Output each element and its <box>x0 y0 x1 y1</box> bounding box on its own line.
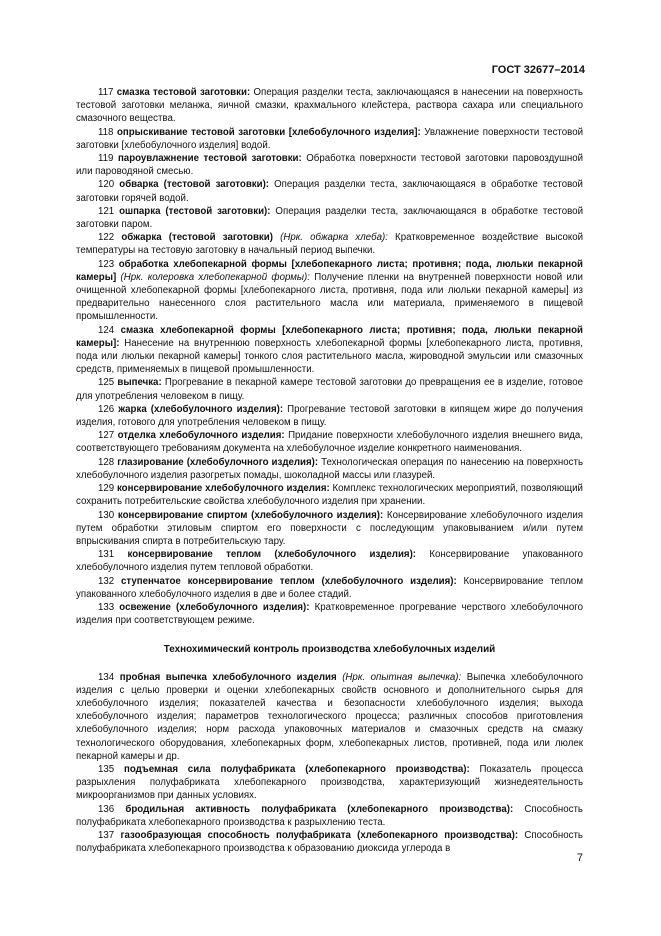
term-definition: Операция разделки теста, заключающаяся в обработке тестовой заготовки горячей водой. <box>76 179 583 204</box>
term-name: газообразующая способность полуфабриката (хлебопекарного производства): <box>120 829 519 841</box>
term-definition: Консервирование упакованного хлебобулочного изделия путем тепловой обработки. <box>76 549 583 574</box>
term-number: 124 <box>98 324 115 336</box>
term-number: 129 <box>98 483 115 495</box>
term-entry <box>76 178 583 204</box>
term-entry <box>76 803 583 829</box>
term-definition: Показатель процесса разрыхления полуфабриката хлебопекарного производства, характеризующий жизнедеятельность микроорганизмов при данных условиях. <box>76 763 583 802</box>
term-entry <box>76 509 583 549</box>
term-entry <box>76 671 583 763</box>
term-name: жарка (хлебобулочного изделия): <box>118 403 284 415</box>
term-name: бродильная активность полуфабриката (хлебопекарного производства): <box>125 803 514 815</box>
term-name: ступенчатое консервирование теплом (хлебобулочного изделия): <box>120 575 457 587</box>
term-number: 136 <box>98 803 115 815</box>
term-entry <box>76 152 583 178</box>
term-definition: Кратковременное прогревание черствого хлебобулочного изделия при соответствующем режиме. <box>76 601 583 627</box>
term-number: 134 <box>98 671 115 683</box>
term-number: 135 <box>98 763 115 775</box>
term-entry <box>76 205 583 231</box>
term-entry <box>76 575 583 601</box>
term-name: смазка тестовой заготовки: <box>116 87 251 98</box>
term-name: смазка хлебопекарной формы [хлебопекарного листа; противня; пода, люльки пекарной камеры]: <box>76 324 583 349</box>
term-definition: Технологическая операция по нанесению на поверхность хлебобулочного изделия разогретых помады, шоколадной массы или глазурей. <box>76 456 583 481</box>
term-number: 118 <box>98 126 114 138</box>
term-number: 120 <box>98 179 115 191</box>
term-definition: Консервирование теплом упакованного хлебобулочного изделия в две и более стадий. <box>76 575 583 600</box>
term-definition: Комплекс технологических мероприятий, позволяющий сохранить потребительские свойства хлебобулочного изделия при хранении. <box>76 483 583 508</box>
term-definition: Операция разделки теста, заключающаяся в нанесении на поверхность тестовой заготовки меланжа, яичной смазки, крахмального клейстера, раствора сахара или специального смазочного вещества. <box>76 87 583 125</box>
term-name: подъемная сила полуфабриката (хлебопекарного производства): <box>123 763 470 775</box>
term-entry <box>76 763 583 803</box>
term-name: обварка (тестовой заготовки): <box>119 179 270 191</box>
term-number: 131 <box>98 549 115 561</box>
term-name: освежение (хлебобулочного изделия): <box>119 601 310 613</box>
term-definition: Операция разделки теста, заключающаяся в обработке тестовой заготовки паром. <box>76 205 583 231</box>
term-definition: Способность полуфабриката хлебопекарного производства к образованию диоксида углерода в <box>76 829 583 855</box>
term-entry <box>76 429 583 455</box>
term-number: 122 <box>98 232 115 244</box>
standard-designation: ГОСТ 32677–2014 <box>491 64 585 76</box>
term-number: 133 <box>98 601 115 613</box>
term-number: 128 <box>98 456 115 468</box>
term-number: 119 <box>98 153 114 165</box>
term-note: (Нрк. опытная выпечка): <box>342 671 462 683</box>
term-entry <box>76 324 583 377</box>
term-entry <box>76 403 583 429</box>
term-number: 130 <box>98 509 115 521</box>
term-definition: Консервирование хлебобулочного изделия путем обработки этиловым спиртом его поверхности с последующим упаковыванием и/или путем впрыскивания спирта в потребительскую тару. <box>76 509 583 547</box>
term-definition: Способность полуфабриката хлебопекарного производства к разрыхлению теста. <box>76 803 583 828</box>
term-definition: Нанесение на внутреннюю поверхность хлебопекарной формы [хлебопекарного листа, противня, пода или люльки пекарной камеры] тонкого слоя растительного масла, жироводной эмульсии или смазочных средств, применяемых в пищевой промышленности. <box>76 337 583 376</box>
term-name: отделка хлебобулочного изделия: <box>117 430 285 442</box>
document-body <box>76 86 583 855</box>
term-entry <box>76 548 583 574</box>
term-name: пароувлажнение тестовой заготовки: <box>117 153 302 165</box>
term-definition: Придание поверхности хлебобулочного изделия внешнего вида, соответствующего требованиям документа на хлебобулочное изделие конкретного наименования. <box>76 430 584 455</box>
term-definition: Прогревание тестовой заготовки в кипящем жире до получения изделия, готового для употребления человеком в пищу. <box>76 403 583 429</box>
term-definition: Получение пленки на внутренней поверхности новой или очищенной хлебопекарной формы [хлебопекарного листа, противня, пода или люльки пекарной камеры] из предварительно нанесенного слоя растительного масла или материала, применяемого в пищевой промышленности. <box>76 271 583 323</box>
term-definition: Кратковременное воздействие высокой температуры на тестовую заготовку в начальный период выпечки. <box>76 232 583 257</box>
term-name: ошпарка (тестовой заготовки): <box>119 205 271 217</box>
term-entry <box>76 829 583 855</box>
section-title: Технохимический контроль производства хлебобулочных изделий <box>163 644 496 656</box>
term-definition: Обработка поверхности тестовой заготовки паровоздушной или пароводяной смесью. <box>76 153 583 178</box>
term-number: 127 <box>98 430 115 442</box>
term-note: (Нрк. колеровка хлебопекарной формы): <box>120 271 310 283</box>
term-entry <box>76 376 583 402</box>
term-name: глазирование (хлебобулочного изделия): <box>117 456 319 468</box>
term-entry <box>76 456 583 482</box>
term-note: (Нрк. обжарка хлеба): <box>280 232 388 244</box>
term-list <box>76 671 583 856</box>
term-number: 125 <box>98 377 115 389</box>
term-name: пробная выпечка хлебобулочного изделия <box>119 671 337 683</box>
term-name: консервирование хлебобулочного изделия: <box>116 483 330 495</box>
term-name: консервирование теплом (хлебобулочного изделия): <box>127 549 417 561</box>
term-name: консервирование спиртом (хлебобулочного изделия): <box>117 509 384 521</box>
term-definition: Прогревание в пекарной камере тестовой заготовки до превращения ее в изделие, готовое для употребления человеком в пищу. <box>76 377 583 402</box>
term-number: 137 <box>98 829 115 841</box>
term-entry <box>76 482 583 508</box>
term-name: выпечка: <box>117 377 162 389</box>
term-number: 123 <box>98 258 115 270</box>
term-name: обработка хлебопекарной формы [хлебопекарного листа; противня; пода, люльки пекарной камеры] <box>76 258 583 283</box>
term-entry <box>76 601 583 627</box>
term-entry <box>76 231 583 257</box>
term-entry <box>76 86 583 126</box>
term-definition: Увлажнение поверхности тестовой заготовки [хлебобулочного изделия] водой. <box>76 126 583 151</box>
term-entry <box>76 126 583 152</box>
page-number: 7 <box>576 852 583 864</box>
term-entry <box>76 258 583 324</box>
term-number: 117 <box>98 87 114 98</box>
term-name: опрыскивание тестовой заготовки [хлебобулочного изделия]: <box>117 126 421 138</box>
term-number: 132 <box>98 575 115 587</box>
term-definition: Выпечка хлебобулочного изделия с целью проверки и оценки хлебопекарных свойств основного и дополнительного сырья для хлебобулочного изделия; показателей качества и безопасности хлебобулочного изделия; выхода хлебобулочного изделия; параметров технологического процесса; различных способов приготовления хлебобулочного изделия; норм расхода упаковочных материалов и смазочных средств на смазку технологического оборудования, хлебопекарных форм, хлебопекарных листов, противней, пода или люлек пекарной камеры и др. <box>76 671 584 762</box>
term-list <box>76 86 583 627</box>
term-name: обжарка (тестовой заготовки) <box>121 232 273 244</box>
term-number: 126 <box>98 403 115 415</box>
term-number: 121 <box>98 205 115 217</box>
